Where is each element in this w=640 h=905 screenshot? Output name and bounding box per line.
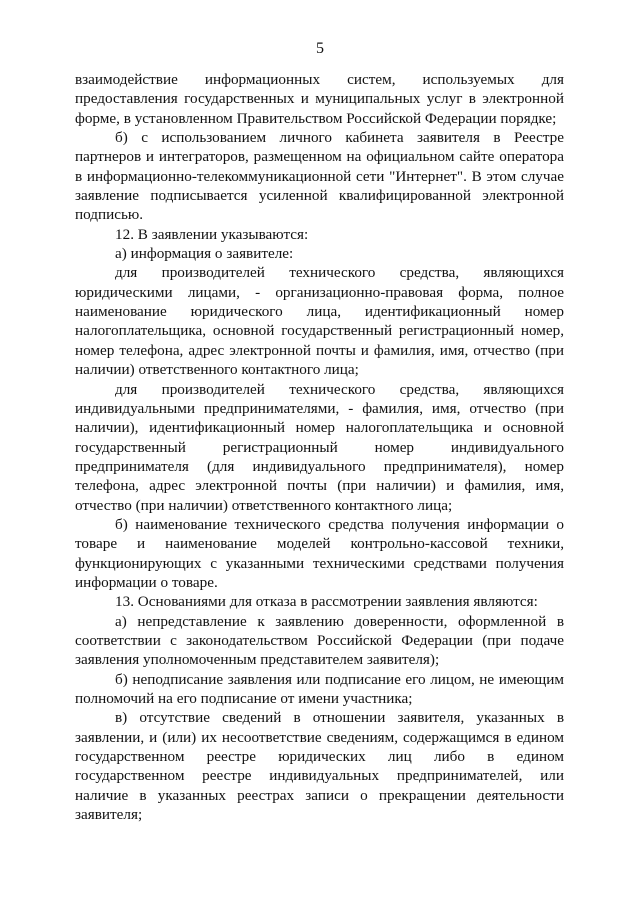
paragraph-item-b-device: б) наименование технического средства получения информации о товаре и наименование моделей контрольно-кассовой техники, функционирующих с указанными техническими средствами получения информации о товаре. — [75, 515, 564, 591]
paragraph-refusal-c: в) отсутствие сведений в отношении заявителя, указанных в заявлении, и (или) их несоответствие сведениям, содержащимся в едином государственном реестре юридических лиц либо в едином государственном реестре индивидуальных предпринимателей, или наличие в указанных реестрах записи о прекращении деятельности заявителя; — [75, 709, 564, 824]
paragraph-item-b-cabinet: б) с использованием личного кабинета заявителя в Реестре партнеров и интеграторов, размещенном на официальном сайте оператора в информационно-телекоммуникационной сети "Интернет". В этом случае заявление подписывается усиленной квалифицированной электронной подписью. — [75, 129, 564, 224]
paragraph-clause-12: 12. В заявлении указываются: — [115, 225, 309, 243]
paragraph-legal-entities: для производителей технического средства, являющихся юридическими лицами, - организационно-правовая форма, полное наименование юридического лица, идентификационный номер налогоплательщика, основной государственный регистрационный номер, номер телефона, адрес электронной почты и фамилия, имя, отчество (при наличии) ответственного контактного лица; — [75, 264, 564, 379]
paragraph-entrepreneurs: для производителей технического средства, являющихся индивидуальными предпринимателями, - фамилия, имя, отчество (при наличии), идентификационный номер налогоплательщика и основной государственный регистрационный номер индивидуального предпринимателя (для индивидуального предпринимателя), номер телефона, адрес электронной почты (при наличии) и фамилия, имя, отчество (при наличии) ответственного контактного лица; — [75, 380, 564, 514]
page-number: 5 — [316, 40, 324, 57]
paragraph-continuation: взаимодействие информационных систем, используемых для предоставления государственных и муниципальных услуг в электронной форме, в установленном Правительством Российской Федерации порядке; — [75, 71, 564, 127]
paragraph-refusal-b: б) неподписание заявления или подписание его лицом, не имеющим полномочий на его подписание от имени участника; — [75, 670, 564, 707]
document-body — [75, 70, 564, 824]
paragraph-refusal-a: а) непредставление к заявлению доверенности, оформленной в соответствии с законодательством Российской Федерации (при подаче заявления уполномоченным представителем заявителя); — [75, 612, 564, 669]
paragraph-clause-13: 13. Основаниями для отказа в рассмотрении заявления являются: — [115, 593, 538, 611]
paragraph-item-a-info: а) информация о заявителе: — [115, 245, 294, 263]
